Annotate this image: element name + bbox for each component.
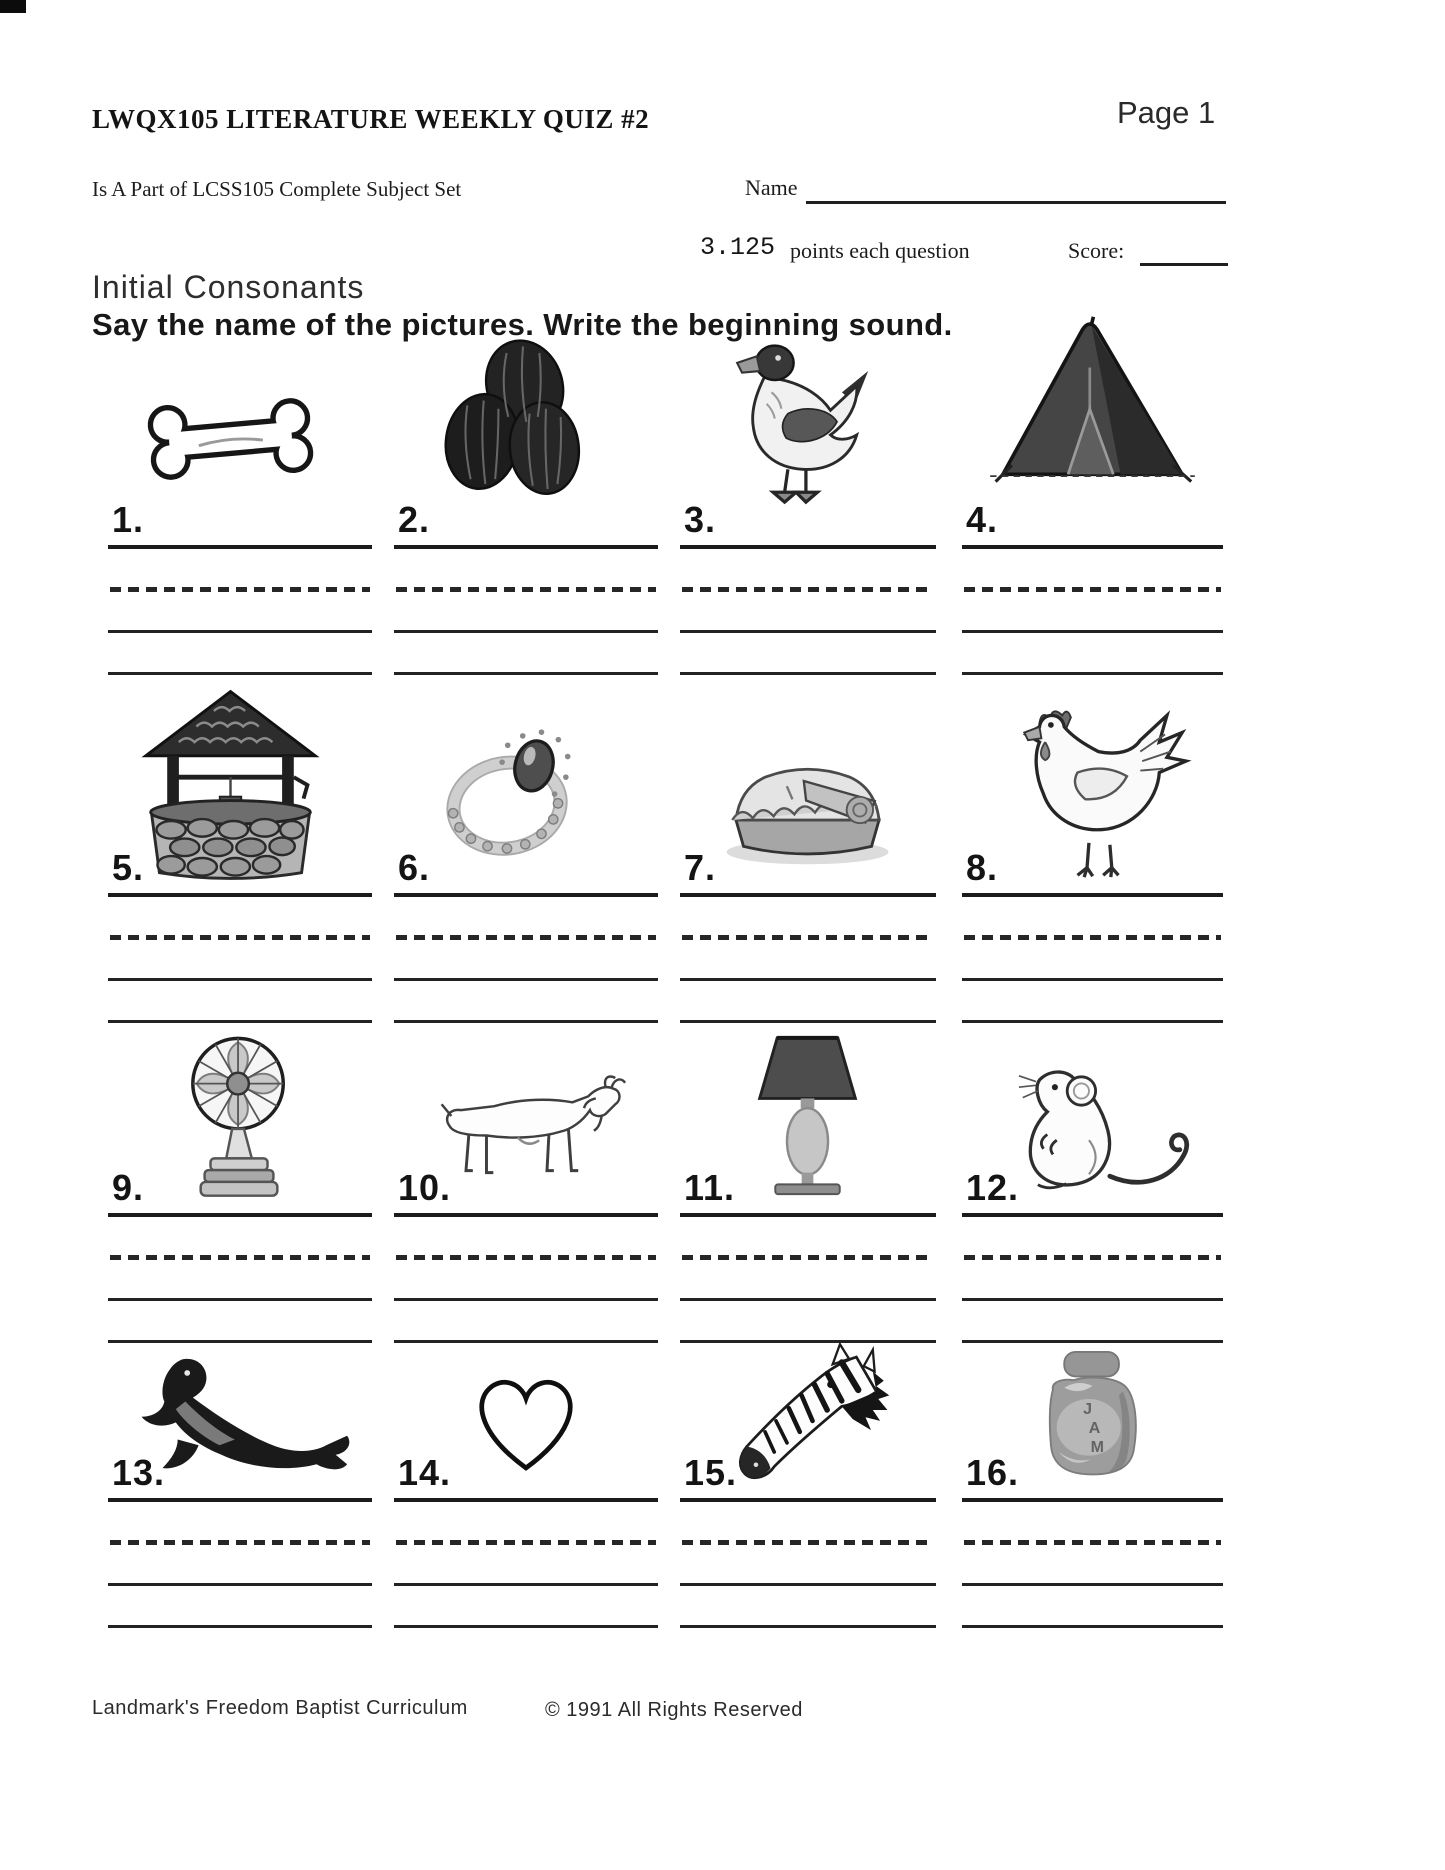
heart-icon [451,1353,601,1485]
scan-artifact [0,0,26,13]
question-number: 5. [112,847,145,888]
question-number: 16. [966,1452,1020,1493]
footer-copyright: © 1991 All Rights Reserved [545,1699,803,1721]
question-number: 6. [398,847,431,888]
picture-area [108,1228,372,1493]
answer-line[interactable] [962,1213,1223,1217]
picture-area [680,943,936,1208]
writing-guide-dashed[interactable] [396,1540,656,1545]
name-label: Name [745,175,798,200]
question-number: 15. [684,1452,738,1493]
answer-line[interactable] [108,1498,372,1502]
picture-area [680,275,936,540]
writing-guide-dashed[interactable] [682,587,934,592]
goat-icon [424,1075,629,1197]
answer-line[interactable] [962,545,1223,549]
writing-guide-line[interactable] [962,1625,1223,1628]
score-field-line[interactable] [1140,263,1228,266]
answer-line[interactable] [394,1213,658,1217]
writing-guide-line[interactable] [108,1583,372,1586]
question-number: 1. [112,499,145,540]
picture-area [394,623,658,888]
tent-icon [980,315,1205,487]
answer-line[interactable] [680,1213,936,1217]
question-cell [108,1228,372,1628]
writing-guide-line[interactable] [680,1625,936,1628]
name-field-line[interactable] [806,201,1226,204]
page-number: Page 1 [1117,95,1216,130]
answer-line[interactable] [108,893,372,897]
question-number: 13. [112,1452,166,1493]
page-title: LWQX105 LITERATURE WEEKLY QUIZ #2 [92,104,650,134]
picture-area [962,1228,1223,1493]
picture-area [394,943,658,1208]
answer-line[interactable] [962,893,1223,897]
question-number: 2. [398,499,431,540]
writing-guide-line[interactable] [680,1583,936,1586]
fan-icon [181,1033,299,1205]
picture-area [108,275,372,540]
picture-area [108,623,372,888]
jar-letter: M [1090,1437,1104,1456]
writing-guide-line[interactable] [394,1625,658,1628]
picture-area [962,275,1223,540]
writing-guide-dashed[interactable] [964,587,1221,592]
writing-guide-dashed[interactable] [964,935,1221,940]
question-number: 4. [966,499,999,540]
bone-icon [133,381,326,497]
lamp-icon [742,1032,874,1200]
score-label: Score: [1068,238,1125,263]
mouse-icon [995,1055,1200,1197]
question-number: 3. [684,499,717,540]
answer-line[interactable] [680,545,936,549]
question-cell [680,275,936,675]
subtitle: Is A Part of LCSS105 Complete Subject Set [92,177,462,201]
writing-guide-line[interactable] [394,1583,658,1586]
question-cell [962,1228,1223,1628]
answer-line[interactable] [108,1213,372,1217]
writing-guide-line[interactable] [962,1583,1223,1586]
writing-guide-dashed[interactable] [682,935,934,940]
jam-jar-icon [1023,1350,1163,1482]
picture-area [680,623,936,888]
hen-icon [995,685,1200,880]
question-number: 10. [398,1167,452,1208]
question-number: 12. [966,1167,1020,1208]
answer-line[interactable] [394,893,658,897]
walnuts-icon [424,335,604,507]
question-number: 7. [684,847,717,888]
answer-line[interactable] [108,545,372,549]
question-number: 11. [684,1167,736,1208]
writing-guide-dashed[interactable] [682,1540,934,1545]
question-cell [962,275,1223,675]
writing-guide-dashed[interactable] [964,1540,1221,1545]
question-cell [108,275,372,675]
writing-guide-dashed[interactable] [110,1540,370,1545]
question-number: 8. [966,847,999,888]
ring-icon [426,719,596,869]
picture-area [108,943,372,1208]
picture-area [962,623,1223,888]
pie-icon [718,709,898,869]
question-number: 14. [398,1452,452,1493]
picture-area [680,1228,936,1493]
points-value: 3.125 [700,233,776,262]
jar-letter: J [1082,1400,1092,1419]
wishing-well-icon [138,687,323,883]
footer-curriculum: Landmark's Freedom Baptist Curriculum [92,1697,468,1719]
writing-guide-dashed[interactable] [396,935,656,940]
question-cell [394,275,658,675]
points-label: points each question [790,238,970,263]
section-heading: Initial Consonants [92,269,365,305]
picture-area [394,1228,658,1493]
writing-guide-dashed[interactable] [110,587,370,592]
answer-line[interactable] [680,893,936,897]
answer-line[interactable] [680,1498,936,1502]
writing-guide-line[interactable] [108,1625,372,1628]
writing-guide-dashed[interactable] [110,935,370,940]
question-number: 9. [112,1167,145,1208]
jar-letter: A [1088,1418,1100,1437]
picture-area [394,275,658,540]
duck-icon [726,335,876,507]
writing-guide-dashed[interactable] [396,587,656,592]
answer-line[interactable] [394,545,658,549]
answer-line[interactable] [962,1498,1223,1502]
instructions: Say the name of the pictures. Write the beginning sound. [92,307,953,342]
question-cell [394,1228,658,1628]
picture-area [962,943,1223,1208]
question-cell [680,1228,936,1628]
answer-line[interactable] [394,1498,658,1502]
